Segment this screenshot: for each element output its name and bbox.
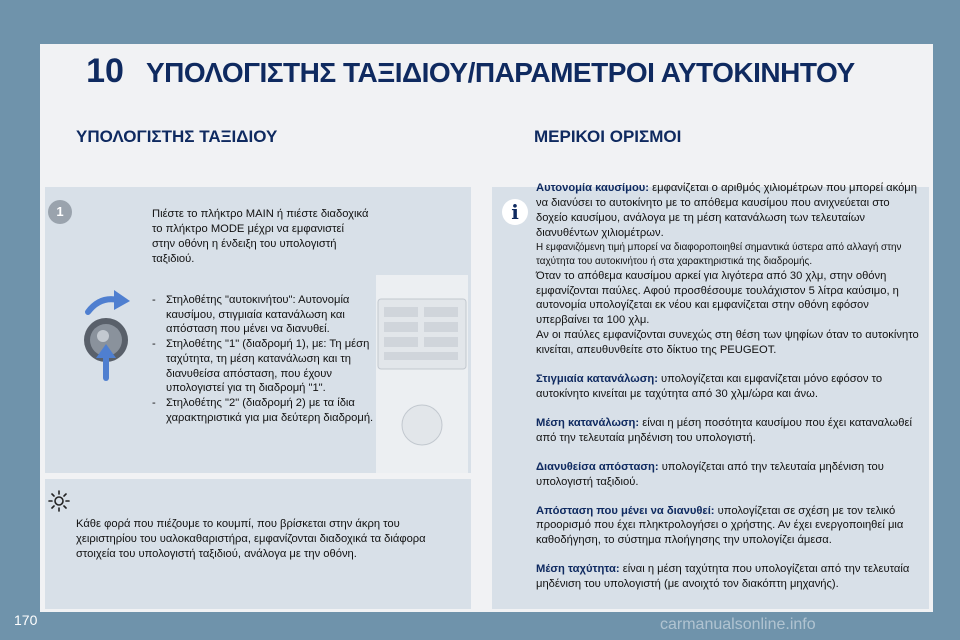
rotary-knob-icon <box>70 282 142 382</box>
watermark: carmanualsonline.info <box>660 616 816 633</box>
definition-text: είναι η μέση ποσότητα καυσίμου που έχει καταναλωθεί από την τελευταία μηδένιση του υπολογιστή. <box>536 416 912 444</box>
definition-note: Η εμφανιζόμενη τιμή μπορεί να διαφοροποιηθεί σημαντικά ύστερα από αλλαγή στην ταχύτητα του αυτοκινήτου ή στα χαρακτηριστικά της διαδρομής. <box>536 241 902 267</box>
bullet-trip1-tab: - Στηλοθέτης "1" (διαδρομή 1), με: Τη μέση ταχύτητα, τη μέση κατανάλωση και τη διανυθείσα απόσταση, που έχουν υπολογιστεί για τη διαδρομή "1". <box>152 337 374 396</box>
definition-average-consumption <box>536 416 922 446</box>
audio-unit-image <box>376 275 468 473</box>
definition-text: εμφανίζεται ο αριθμός χιλιομέτρων που μπορεί ακόμη να διανύσει το αυτοκίνητο με το απόθεμα καυσίμου που ανιχνεύεται στο δοχείο καυσίμου, ανάλογα με τη μέση κατανάλωση των τελευταίων διανυθέντων χιλιομέτρων. <box>536 182 917 239</box>
intro-instruction: Πιέστε το πλήκτρο MAIN ή πιέστε διαδοχικά το πλήκτρο MODE μέχρι να εμφανιστεί στην οθόνη η ένδειξη του υπολογιστή ταξιδιού. <box>152 208 369 265</box>
page-number: 170 <box>14 612 38 628</box>
definition-text: υπολογίζεται και εμφανίζεται μόνο εφόσον το αυτοκίνητο κινείται με ταχύτητα από 30 χλμ/ώρα και άνω. <box>536 373 883 400</box>
sun-tip-icon <box>48 490 70 512</box>
chapter-number: 10 <box>86 52 124 90</box>
definition-term: Στιγμιαία κατανάλωση: <box>536 373 658 386</box>
definition-text: υπολογίζεται από την τελευταία μηδένιση του υπολογιστή ταξιδιού. <box>536 460 884 488</box>
section-title-definitions: ΜΕΡΙΚΟΙ ΟΡΙΣΜΟΙ <box>534 127 682 146</box>
definition-fuel-range <box>536 181 922 241</box>
definition-term: Μέση ταχύτητα: <box>536 563 620 576</box>
definition-distance-travelled <box>536 460 922 490</box>
definition-average-speed <box>536 562 922 592</box>
tab-descriptions <box>152 293 374 425</box>
definition-term: Διανυθείσα απόσταση: <box>536 460 659 473</box>
tip-text: Κάθε φορά που πιέζουμε το κουμπί, που βρίσκεται στην άκρη του χειριστηρίου του υαλοκαθαριστήρα, εμφανίζονται διαδοχικά τα διάφορα στοιχεία του υπολογιστή ταξιδιού, ανάλογα με την οθόνη. <box>76 518 426 560</box>
definition-term: Αυτονομία καυσίμου: <box>536 182 650 194</box>
definitions-list <box>536 181 922 592</box>
definition-term: Μέση κατανάλωση: <box>536 416 640 429</box>
info-icon: i <box>502 199 528 225</box>
definition-text: είναι η μέση ταχύτητα που υπολογίζεται από την τελευταία μηδένιση του υπολογιστή (με ανοιχτό τον διακόπτη μηχανής). <box>536 563 910 591</box>
section-title-trip-computer: ΥΠΟΛΟΓΙΣΤΗΣ ΤΑΞΙΔΙΟΥ <box>76 127 278 146</box>
step-number-badge: 1 <box>48 200 72 224</box>
bullet-vehicle-tab: - Στηλοθέτης "αυτοκινήτου": Αυτονομία καυσίμου, στιγμιαία κατανάλωση και απόσταση που μένει να διανυθεί. <box>152 293 374 337</box>
definition-term: Απόσταση που μένει να διανυθεί: <box>536 504 715 517</box>
definition-extra: Όταν το απόθεμα καυσίμου αρκεί για λιγότερα από 30 χλμ, στην οθόνη εμφανίζονται παύλες. Αφού προσθέσουμε τουλάχιστον 5 λίτρα καύσιμο, η αυτονομία υπολογίζεται εκ νέου και εμφανίζεται στην οθόνη εφόσον υπερβαίνει τα 100 χλμ. <box>536 269 899 327</box>
definition-text: υπολογίζεται σε σχέση με τον τελικό προορισμό που έχει πληκτρολογήσει ο χρήστης. Αν έχει ενεργοποιηθεί μια καθοδήγηση, το σύστημα πλοήγησης την υπολογίζει άμεσα. <box>536 504 904 547</box>
page-title: ΥΠΟΛΟΓΙΣΤΗΣ ΤΑΞΙΔΙΟΥ/ΠΑΡΑΜΕΤΡΟΙ ΑΥΤΟΚΙΝΗΤΟΥ <box>146 57 855 88</box>
bullet-trip2-tab: - Στηλοθέτης "2" (διαδρομή 2) με τα ίδια χαρακτηριστικά για μια δεύτερη διαδρομή. <box>152 396 374 425</box>
definition-instant-consumption <box>536 372 922 402</box>
definition-distance-remaining <box>536 504 922 549</box>
definition-extra: Αν οι παύλες εμφανίζονται συνεχώς στη θέση των ψηφίων όταν το αυτοκίνητο κινείται, απευθυνθείτε στο δίκτυο της PEUGEOT. <box>536 329 919 357</box>
